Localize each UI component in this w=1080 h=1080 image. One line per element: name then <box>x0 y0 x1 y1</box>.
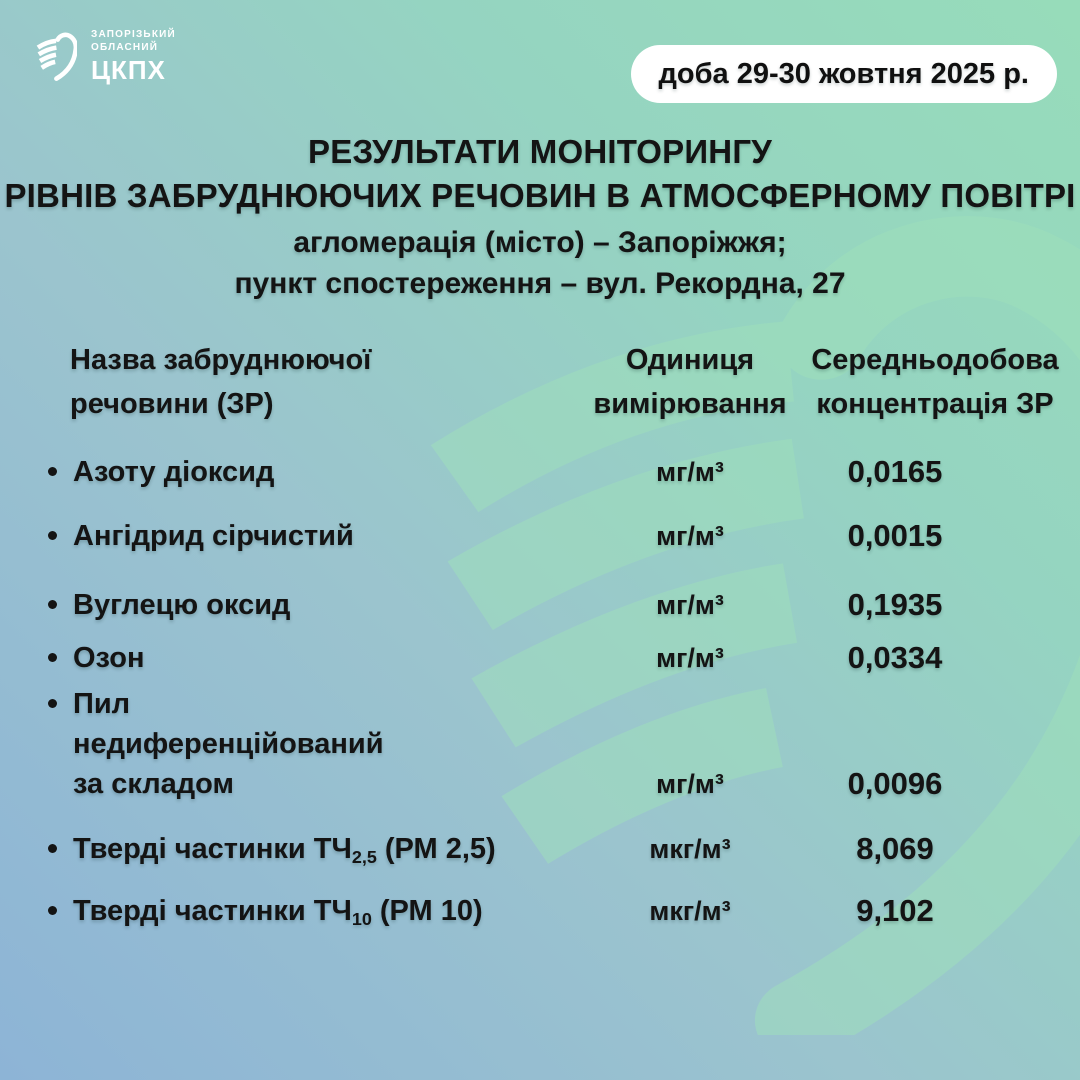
bullet-icon <box>48 531 57 540</box>
value-cell: 0,0165 <box>847 454 943 489</box>
table-row <box>40 829 1058 877</box>
pollutant-name: Тверді частинки $ТЧ_{10}$ (РМ 10) <box>40 891 1058 939</box>
unit-cell: мг/м³ <box>656 457 724 487</box>
brand-shield-icon <box>35 31 77 81</box>
unit-cell: мкг/м³ <box>649 834 731 864</box>
bullet-icon <box>48 844 57 853</box>
unit-cell: мг/м³ <box>656 769 724 799</box>
brand-org-line1: ЗАПОРІЗЬКИЙ <box>91 29 176 40</box>
table-row <box>40 516 1058 556</box>
pollutant-name: Ангідрид сірчистий <box>40 516 1058 556</box>
brand-abbr: ЦКПХ <box>91 55 166 85</box>
bullet-icon <box>48 906 57 915</box>
table-row <box>40 585 1058 625</box>
unit-cell: мг/м³ <box>656 521 724 551</box>
pollutant-name: Азоту діоксид <box>40 452 1058 492</box>
unit-cell: мг/м³ <box>656 643 724 673</box>
value-cell: 9,102 <box>856 893 934 928</box>
subscript: 2,5 <box>351 847 377 868</box>
value-cell: 0,0015 <box>847 518 943 553</box>
subtitle-line1: агломерація (місто) – Запоріжжя; <box>293 226 787 259</box>
pollutant-name: Тверді частинки $ТЧ_{2,5}$ (РМ 2,5) <box>40 829 1058 877</box>
title-line2: РІВНІВ ЗАБРУДНЮЮЧИХ РЕЧОВИН В АТМОСФЕРНОМУ ПОВІТРІ <box>4 177 1076 214</box>
header-concentration: Середньодобова концентрація ЗР <box>811 344 1059 420</box>
unit-cell: мг/м³ <box>656 590 724 620</box>
pollutant-name: Пил недиференційований за складом <box>40 684 1058 804</box>
value-cell: 8,069 <box>856 831 934 866</box>
value-cell: 0,1935 <box>847 587 943 622</box>
brand-org-line2: ОБЛАСНИЙ <box>91 42 159 53</box>
table-row <box>40 891 1058 939</box>
page-title <box>0 130 1080 218</box>
subscript: 10 <box>351 909 372 930</box>
header-unit: Одиниця вимірювання <box>593 344 787 420</box>
table-row <box>40 638 1058 678</box>
date-badge: доба 29-30 жовтня 2025 р. <box>631 45 1058 103</box>
subtitle-line2: пункт спостереження – вул. Рекордна, 27 <box>234 267 846 300</box>
header-pollutant: Назва забруднюючої речовини (ЗР) <box>70 344 372 420</box>
value-cell: 0,0096 <box>847 766 943 801</box>
bullet-icon <box>48 699 57 708</box>
brand-logo <box>35 28 176 84</box>
table-row <box>40 452 1058 492</box>
pollutant-name: Озон <box>40 638 1058 678</box>
value-cell: 0,0334 <box>847 640 943 675</box>
bullet-icon <box>48 467 57 476</box>
table-row <box>40 684 1058 804</box>
bullet-icon <box>48 653 57 662</box>
title-line1: РЕЗУЛЬТАТИ МОНІТОРИНГУ <box>308 133 772 170</box>
page-subtitle <box>0 222 1080 304</box>
pollutant-name: Вуглецю оксид <box>40 585 1058 625</box>
bullet-icon <box>48 600 57 609</box>
unit-cell: мкг/м³ <box>649 896 731 926</box>
